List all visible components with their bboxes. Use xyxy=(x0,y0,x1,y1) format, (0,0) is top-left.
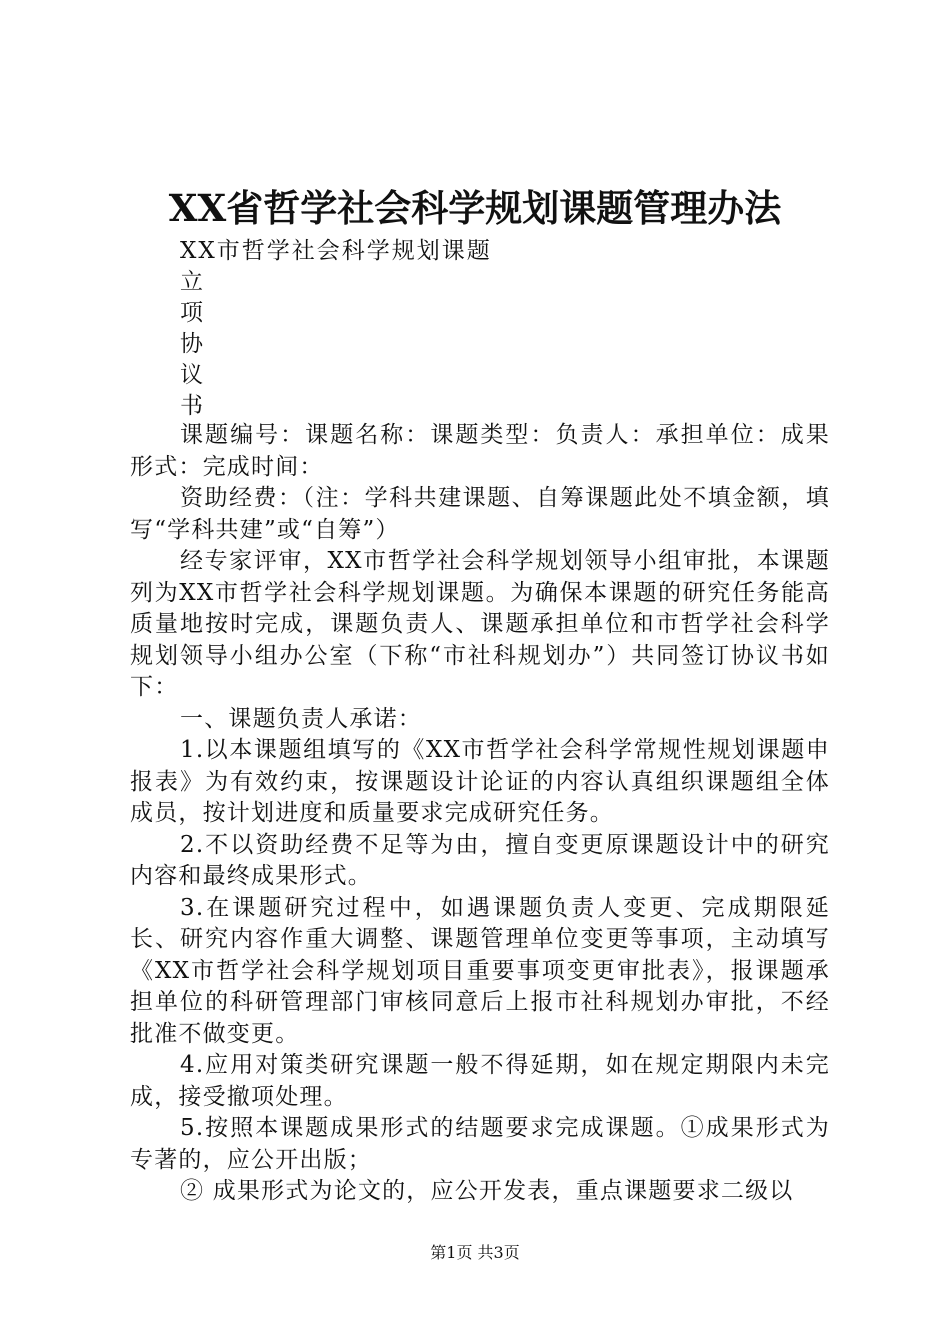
agreement-heading-line: 议 xyxy=(180,362,205,388)
agreement-heading-line: 立 xyxy=(180,269,205,295)
agreement-heading-line: XX市哲学社会科学规划课题 xyxy=(180,238,492,264)
clause-item: 5.按照本课题成果形式的结题要求完成课题。①成果形式为专著的，应公开出版； xyxy=(130,1115,830,1173)
agreement-heading xyxy=(180,236,492,422)
agreement-heading-line: 项 xyxy=(180,300,205,326)
document-body xyxy=(130,420,830,1208)
project-info-fields: 课题编号：课题名称：课题类型：负责人：承担单位：成果形式：完成时间： xyxy=(130,422,830,480)
page-number: 第1页 共3页 xyxy=(430,1243,520,1262)
clause-item: ② 成果形式为论文的，应公开发表，重点课题要求二级以 xyxy=(180,1178,794,1204)
clause-item: 4.应用对策类研究课题一般不得延期，如在规定期限内未完成，接受撤项处理。 xyxy=(130,1052,830,1110)
agreement-heading-line: 书 xyxy=(180,393,205,419)
document-title: XX省哲学社会科学规划课题管理办法 xyxy=(168,186,782,230)
section-heading: 一、课题负责人承诺： xyxy=(180,705,422,732)
clause-item: 1.以本课题组填写的《XX市哲学社会科学常规性规划课题申报表》为有效约束，按课题设计论证的内容认真组织课题组全体成员，按计划进度和质量要求完成研究任务。 xyxy=(130,737,830,826)
clause-item: 2.不以资助经费不足等为由，擅自变更原课题设计中的研究内容和最终成果形式。 xyxy=(130,831,830,889)
agreement-heading-line: 协 xyxy=(180,331,205,357)
funding-note: 资助经费：（注：学科共建课题、自筹课题此处不填金额，填写“学科共建”或“自筹”） xyxy=(130,485,830,543)
clause-item: 3.在课题研究过程中，如遇课题负责人变更、完成期限延长、研究内容作重大调整、课题管理单位变更等事项，主动填写《XX市哲学社会科学规划项目重要事项变更审批表》，报课题承担单位的科研管理部门审核同意后上报市社科规划办审批，不经批准不做变更。 xyxy=(130,894,830,1047)
intro-paragraph: 经专家评审，XX市哲学社会科学规划领导小组审批，本课题列为XX市哲学社会科学规划课题。为确保本课题的研究任务能高质量地按时完成，课题负责人、课题承担单位和市哲学社会科学规划领导小组办公室（下称“市社科规划办”）共同签订协议书如下： xyxy=(130,548,830,700)
